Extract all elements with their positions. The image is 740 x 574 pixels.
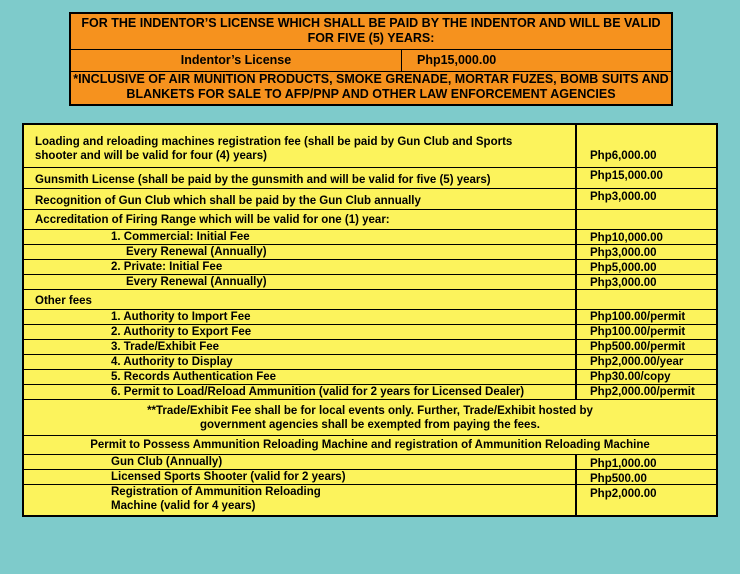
table-row-commercial-initial: [24, 230, 716, 245]
section-header: Other fees: [35, 295, 92, 307]
section-header: Accreditation of Firing Range which will be valid for one (1) year:: [35, 214, 390, 226]
table-row-other-fee: [24, 355, 716, 370]
table-row-other-fee: [24, 310, 716, 325]
indentor-license-row: [71, 50, 671, 72]
fee-amount: Php15,000.00: [590, 170, 663, 182]
table-row-private-renewal: [24, 275, 716, 290]
fee-description: Gunsmith License (shall be paid by the gunsmith and will be valid for five (5) years): [35, 174, 491, 186]
fee-description: 1. Commercial: Initial Fee: [111, 231, 250, 243]
fee-description: Loading and reloading machines registration fee (shall be paid by Gun Club and Sports shooter and will be valid for four (4) years): [35, 136, 513, 162]
fee-amount: Php5,000.00: [590, 262, 657, 274]
table-row-other-fee: [24, 325, 716, 340]
table-row-other-fee: [24, 370, 716, 385]
fee-description: Every Renewal (Annually): [126, 276, 267, 288]
fee-amount: Php500.00/permit: [590, 341, 686, 353]
indentor-license-amount: Php15,000.00: [417, 53, 497, 67]
table-row-ammo-machine-header: [24, 436, 716, 455]
fee-amount: Php30.00/copy: [590, 371, 671, 383]
indentor-license-box: [69, 12, 673, 106]
fee-description: 3. Trade/Exhibit Fee: [111, 341, 220, 353]
table-row-firing-range-header: [24, 210, 716, 230]
fee-amount: Php500.00: [590, 473, 647, 485]
fee-description: 2. Private: Initial Fee: [111, 261, 223, 273]
fee-amount: Php2,000.00/permit: [590, 386, 695, 398]
section-header: Permit to Possess Ammunition Reloading Machine and registration of Ammunition Reloading Machine: [90, 439, 650, 451]
fee-description: Registration of Ammunition Reloading Machine (valid for 4 years): [111, 486, 321, 512]
table-row-loading-reloading: [24, 125, 716, 168]
table-row-gun-club: [24, 189, 716, 210]
fee-amount: Php100.00/permit: [590, 311, 686, 323]
fee-amount: Php3,000.00: [590, 277, 657, 289]
trade-exhibit-note: **Trade/Exhibit Fee shall be for local events only. Further, Trade/Exhibit hosted by government agencies shall be exempted from paying the fees.: [147, 405, 593, 431]
fee-amount: Php6,000.00: [590, 150, 657, 162]
table-row-ammo-registration: [24, 485, 716, 515]
fee-description: Every Renewal (Annually): [126, 246, 267, 258]
fee-description: 2. Authority to Export Fee: [111, 326, 252, 338]
fee-amount: Php2,000.00/year: [590, 356, 684, 368]
fee-description: Gun Club (Annually): [111, 456, 223, 468]
fee-description: 1. Authority to Import Fee: [111, 311, 251, 323]
fee-amount: Php3,000.00: [590, 191, 657, 203]
table-row-gunsmith: [24, 168, 716, 189]
fee-description: Recognition of Gun Club which shall be paid by the Gun Club annually: [35, 195, 421, 207]
fee-description: 5. Records Authentication Fee: [111, 371, 277, 383]
table-row-private-initial: [24, 260, 716, 275]
table-row-trade-note: [24, 400, 716, 436]
fee-amount: Php100.00/permit: [590, 326, 686, 338]
table-row-other-fee: [24, 340, 716, 355]
fee-amount: Php3,000.00: [590, 247, 657, 259]
table-row-other-fee: [24, 385, 716, 400]
fee-description: 6. Permit to Load/Reload Ammunition (valid for 2 years for Licensed Dealer): [111, 386, 525, 398]
table-row-ammo-sports-shooter: [24, 470, 716, 485]
fee-description: Licensed Sports Shooter (valid for 2 years): [111, 471, 346, 483]
indentor-title: FOR THE INDENTOR’S LICENSE WHICH SHALL BE PAID BY THE INDENTOR AND WILL BE VALID FOR FIVE (5) YEARS:: [71, 14, 671, 50]
indentor-note: *INCLUSIVE OF AIR MUNITION PRODUCTS, SMOKE GRENADE, MORTAR FUZES, BOMB SUITS AND BLANKETS FOR SALE TO AFP/PNP AND OTHER LAW ENFORCEMENT AGENCIES: [73, 72, 669, 101]
fee-description: 4. Authority to Display: [111, 356, 233, 368]
fee-amount: Php2,000.00: [590, 488, 657, 500]
fees-table: [22, 123, 718, 517]
table-row-other-fees-header: [24, 290, 716, 310]
table-row-ammo-gun-club: [24, 455, 716, 470]
fee-amount: Php1,000.00: [590, 458, 657, 470]
table-row-commercial-renewal: [24, 245, 716, 260]
fee-amount: Php10,000.00: [590, 232, 663, 244]
indentor-license-label: Indentor’s License: [71, 50, 402, 71]
